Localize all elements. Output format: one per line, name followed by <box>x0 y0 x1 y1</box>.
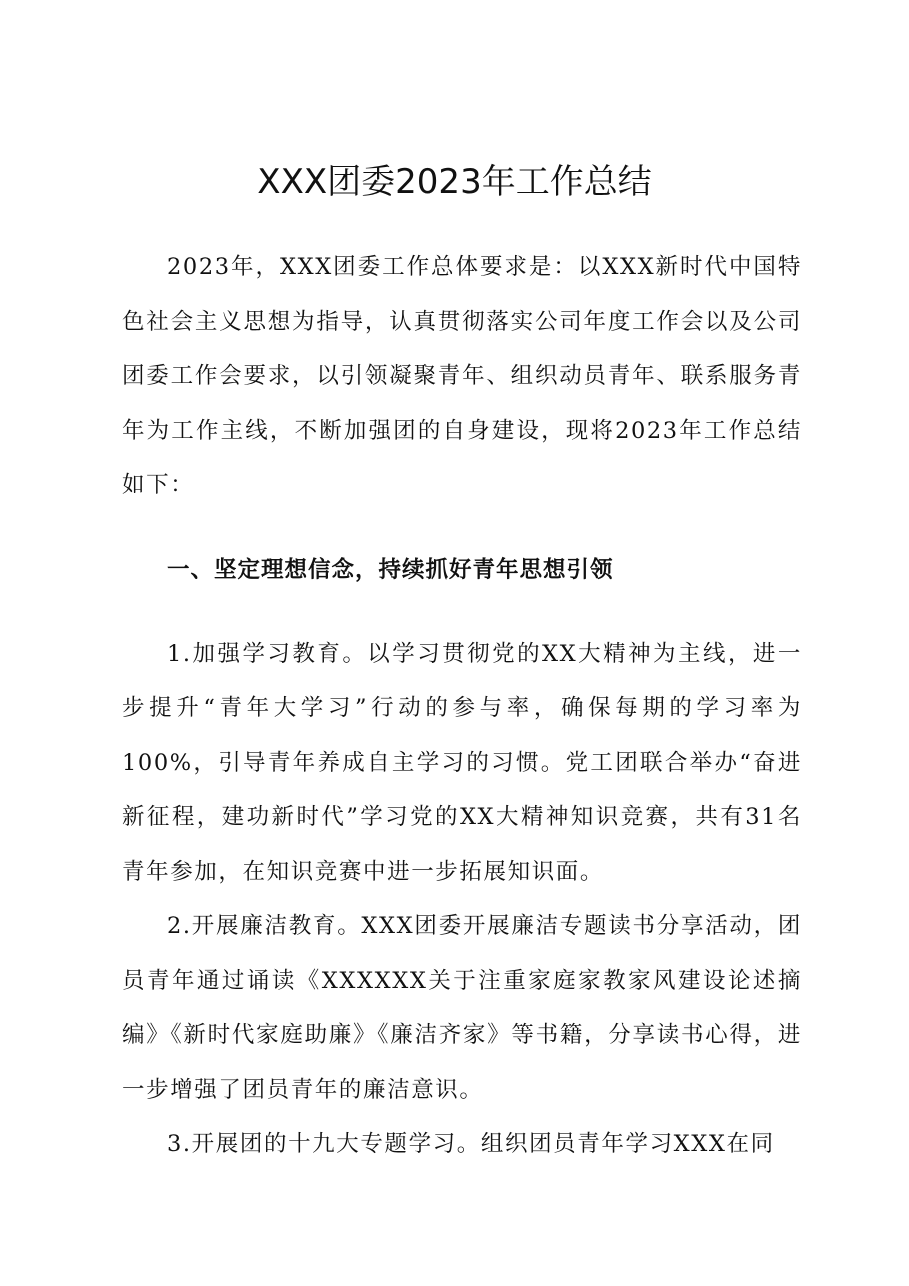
intro-paragraph: 2023年，XXX团委工作总体要求是：以XXX新时代中国特色社会主义思想为指导，认真贯彻落实公司年度工作会以及公司团委工作会要求，以引领凝聚青年、组织动员青年、联系服务青年为工作主线，不断加强团的自身建设，现将2023年工作总结如下： <box>122 254 802 498</box>
spacer <box>122 615 802 627</box>
document-body <box>122 240 802 1172</box>
item-paragraph-1: 1.加强学习教育。以学习贯彻党的XX大精神为主线，进一步提升“青年大学习”行动的参与率，确保每期的学习率为100%，引导青年养成自主学习的习惯。党工团联合举办“奋进新征程，建功新时代”学习党的XX大精神知识竞赛，共有31名青年参加，在知识竞赛中进一步拓展知识面。 <box>122 640 802 885</box>
item-paragraph-3: 3.开展团的十九大专题学习。组织团员青年学习XXX在同 <box>167 1131 775 1157</box>
section-heading-1: 一、坚定理想信念，持续抓好青年思想引领 <box>167 556 614 583</box>
item-paragraph-2: 2.开展廉洁教育。XXX团委开展廉洁专题读书分享活动，团员青年通过诵读《XXXXXX关于注重家庭家教家风建设论述摘编》《新时代家庭助廉》《廉洁齐家》等书籍，分享读书心得，进一步增强了团员青年的廉洁意识。 <box>122 913 802 1103</box>
document-title: XXX团委2023年工作总结 <box>257 162 652 202</box>
spacer <box>122 513 802 525</box>
